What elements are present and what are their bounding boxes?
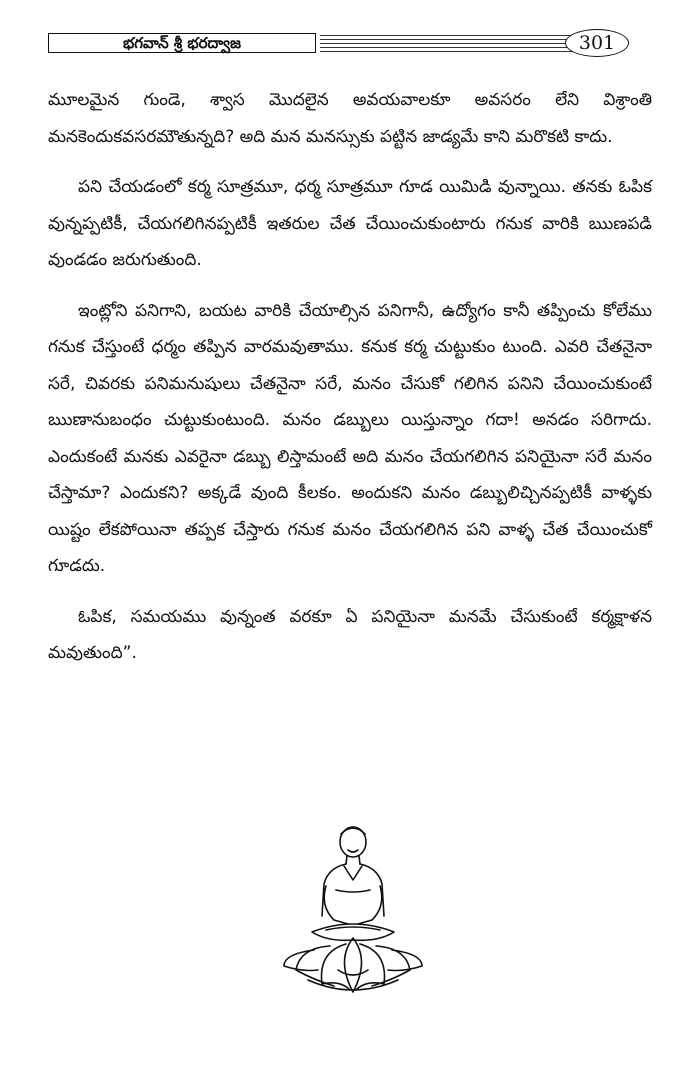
- paragraph: పని చేయడంలో కర్మ సూత్రమూ, ధర్మ సూత్రమూ గూడ యిమిడి వున్నాయి. తనకు ఓపిక వున్నప్పటికీ, చేయగలిగినప్పటికీ ఇతరుల చేత చేయించుకుంటారు గనుక వారికి ఋణపడి వుండడం జరుగుతుంది.: [48, 177, 652, 270]
- page-header: [48, 33, 628, 55]
- paragraph: ఇంట్లోని పనిగాని, బయట వారికి చేయాల్సిన పనిగానీ, ఉద్యోగం కానీ తప్పించు కోలేము గనుక చేస్తుంటే ధర్మం తప్పిన వారమవుతాము. కనుక కర్మ చుట్టుకుం టుంది. ఎవరి చేతనైనా సరే, చివరకు పనిమనుషులు చేతనైనా సరే, మనం చేసుకో గలిగిన పనిని చేయించుకుంటే ఋణానుబంధం చుట్టుకుంటుంది. మనం డబ్బులు యిస్తున్నాం గదా! అనడం సరిగాదు. ఎందుకంటే మనకు ఎవరైనా డబ్బు లిస్తామంటే అది మనం చేయగలిగిన పనియైనా సరే మనం చేస్తామా? ఎందుకని? అక్కడే వుంది కీలకం. అందుకని మనం డబ్బులిచ్చినప్పటికీ వాళ్ళకు యిష్టం లేకపోయినా తప్పక చేస్తారు గనుక మనం చేయగలిగిన పని వాళ్ళ చేత చేయించుకో గూడదు.: [48, 300, 652, 576]
- paragraph: మూలమైన గుండె, శ్వాస మొదలైన అవయవాలకూ అవసరం లేని విశ్రాంతి మనకెందుకవసరమౌతున్నది? అది మన మనస్సుకు పట్టిన జాడ్యమే కాని మరొకటి కాదు.: [48, 90, 652, 147]
- running-title: భగవాన్ శ్రీ భరద్వాజ: [48, 33, 316, 53]
- seated-figure-on-lotus-icon: [278, 820, 428, 1000]
- page-number: 301: [565, 29, 629, 57]
- body-text: [48, 82, 652, 686]
- paragraph: ఓపిక, సమయము వున్నంత వరకూ ఏ పనియైనా మనమే చేసుకుంటే కర్మక్షాళన మవుతుంది”.: [48, 606, 652, 663]
